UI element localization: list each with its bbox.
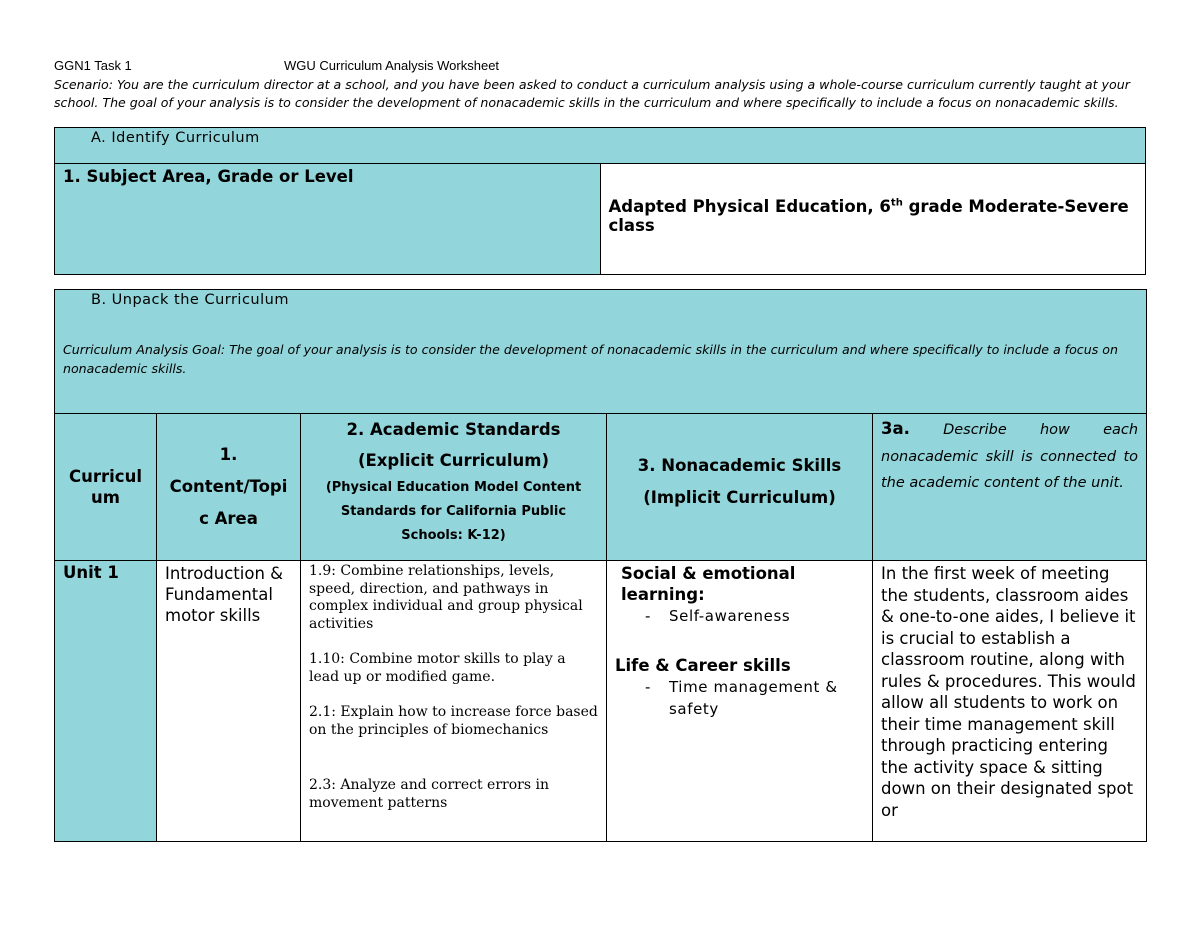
unit-description: In the first week of meeting the students, classroom aides & one-to-one aides, I believe it is crucial to establish a classroom routine, along with rules & procedures. This would allow all students to work on their time management skill through practicing entering the activity space & sitting down on their designated spot or — [873, 561, 1147, 842]
subject-area-label: 1. Subject Area, Grade or Level — [55, 164, 601, 275]
skill-group-title: Life & Career skills — [615, 656, 791, 675]
curriculum-header-text: Curriculum — [69, 467, 142, 507]
standard-item: 2.3: Analyze and correct errors in movement patterns — [309, 777, 549, 811]
content-header-text: 1. Content/Topic Area — [169, 445, 288, 528]
col-header-nonacademic: 3. Nonacademic Skills (Implicit Curriculum) — [607, 414, 873, 561]
scenario-text: Scenario: You are the curriculum director at a school, and you have been asked to conduct a curriculum analysis using a whole-course curriculum currently taught at your school. The goal of your analysis is to consider the development of nonacademic skills in the curriculum and where specifically to include a focus on nonacademic skills. — [54, 77, 1130, 110]
worksheet-title: WGU Curriculum Analysis Worksheet — [284, 58, 500, 73]
unit-topic: Introduction & Fundamental motor skills — [157, 561, 301, 842]
section-a-title: A. Identify Curriculum — [55, 128, 1146, 164]
describe-header-lead: 3a. — [881, 419, 910, 438]
col-header-curriculum — [55, 414, 157, 561]
skill-item — [615, 605, 864, 627]
col-header-describe — [873, 414, 1147, 561]
bullet-dash: - — [645, 607, 652, 625]
subject-area-value — [600, 164, 1146, 275]
task-label: GGN1 Task 1 — [54, 58, 132, 73]
standard-item: 2.1: Explain how to increase force based on the principles of biomechanics — [309, 704, 598, 738]
subject-value-sup: th — [890, 197, 903, 209]
skill-group-title: Social & emotional learning: — [621, 564, 796, 604]
skill-item-text: Self-awareness — [669, 607, 791, 625]
unit-nonacademic — [607, 561, 873, 842]
academic-header-line3: (Physical Education Model Content Standards for California Public Schools: K-12) — [325, 480, 582, 543]
document-header — [54, 58, 500, 73]
unit-name: Unit 1 — [55, 561, 157, 842]
col-header-content — [157, 414, 301, 561]
unpack-curriculum-table — [54, 289, 1147, 842]
identify-curriculum-table — [54, 127, 1146, 275]
subject-value-main: Adapted Physical Education, 6 — [608, 197, 891, 216]
section-b-title: B. Unpack the Curriculum — [91, 292, 289, 308]
subject-value-rest: grade Moderate-Severe class — [608, 197, 1129, 235]
academic-header-line1: 2. Academic Standards — [346, 420, 561, 439]
section-b-header — [55, 290, 1147, 414]
bullet-dash: - — [645, 678, 652, 696]
skill-item-text: Time management & safety — [669, 678, 838, 718]
skill-item — [615, 676, 864, 720]
academic-header-line2: (Explicit Curriculum) — [357, 451, 550, 470]
standard-item: 1.10: Combine motor skills to play a lead up or modified game. — [309, 651, 566, 685]
analysis-goal-text: Curriculum Analysis Goal: The goal of your analysis is to consider the development of nonacademic skills in the curriculum and where specifically to include a focus on nonacademic skills. — [63, 342, 1118, 376]
describe-header-text: Describe how each nonacademic skill is connected to the academic content of the unit. — [881, 422, 1139, 491]
standard-item: 1.9: Combine relationships, levels, speed, direction, and pathways in complex individual and group physical activities — [309, 563, 583, 632]
unit-standards — [301, 561, 607, 842]
col-header-academic — [301, 414, 607, 561]
